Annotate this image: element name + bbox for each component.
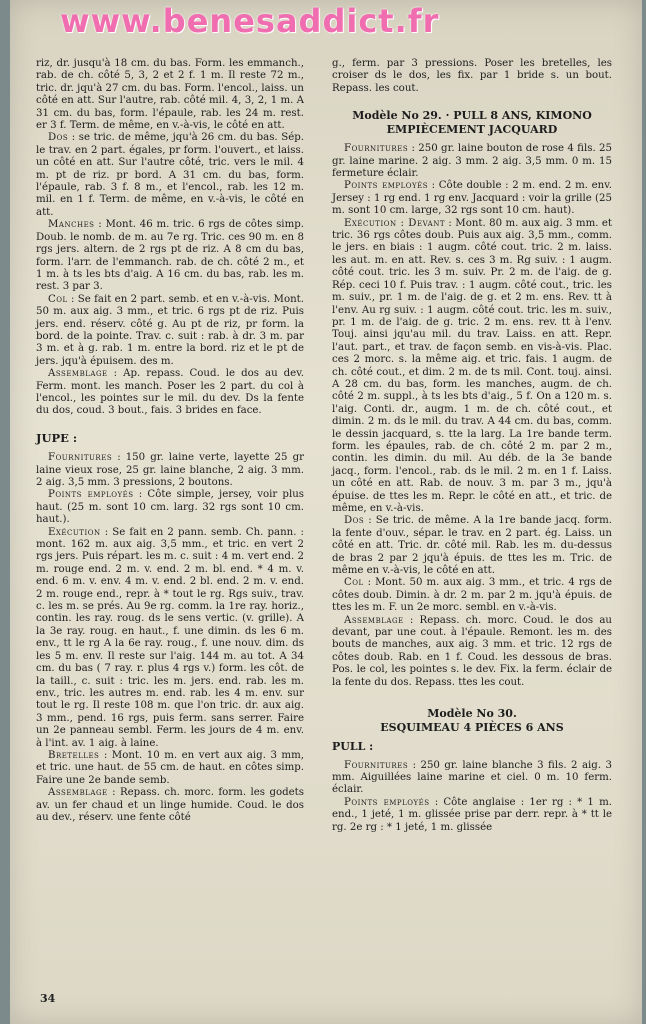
- m30-points: Points employés : Côte anglaise : 1er rg : * 1 m. end., 1 jeté, 1 m. glissée prise par derr. repr. à * tt le rg. 2e rg : * 1 jeté, 1 m. glissée: [332, 796, 613, 833]
- m29-assemblage: Assemblage : Repass. ch. morc. Coud. le dos au devant, par une cout. à l'épaule. Remont. les m. des bouts de manches, aux aig. 3 mm. et tric. 12 rgs de côtes doub. Rab. en 1 f. Coud. les dessous de bras. Pos. le col, les pointes s. le dev. Fix. la ferm. éclair de la fente du dos. Repass. ttes les cout.: [332, 614, 612, 688]
- model-29-line1: Modèle No 29. · PULL 8 ANS, KIMONO: [352, 109, 592, 123]
- jupe-execution: Exécution : Se fait en 2 pann. semb. Ch. pann. : mont. 162 m. aux aig. 3,5 mm., et tric. en vert 2 rgs jers. Puis répart. les m. c. suit : 4 m. vert end. 2 m. rouge end. 2 m. v. end. 2 m. bl. end. * 4 m. v. end. 6 m. v. env. 4 m. v. end. 2 bl. end. 2 m. v. end. 2 m. rouge end., repr. à * tout le rg. Rgs suiv., trav. c. les m. se prés. Au 9e rg. comm. la 1re ray. horiz., contin. les ray. roug. ds le sens vertic. (v. grille). A la 3e ray. roug. en haut., f. une dimin. ds les 6 m. env., tt le rg A la 6e ray. roug., f. une nouv. dim. ds les 5 m. env. Il reste sur l'aig. 144 m. au tot. A 34 cm. du bas ( 7 ray. r. plus 4 rgs v.) form. les côt. de la taill., c. suit : tric. les m. jers. end. rab. les m. env., tric. les autres m. end. rab. les 4 m. env. sur tout le rg. Il reste 108 m. que l'on tric. dr. aux aig. 3 mm., pend. 16 rgs, puis ferm. sans serrer. Faire un 2e panneau sembl. Ferm. les jours de 4 m. env. à l'int. av. 1 aig. à laine.: [36, 526, 304, 749]
- paragraph-top: riz, dr. jusqu'à 18 cm. du bas. Form. les emmanch., rab. de ch. côté 5, 3, 2 et 2 f. 1 m. Il reste 72 m., tric. dr. jqu'à 27 cm. du bas. Form. l'encol., laiss. un côté en att. Sur l'autre, rab. côté mil. 4, 3, 2, 1 m. A 31 cm. du bas, form. l'épaule, rab. les 24 m. rest. er 3 f. Term. de même, en v.-à-vis, le côté en att.: [36, 58, 304, 132]
- paragraph-assemblage: Assemblage : Ap. repass. Coud. le dos au dev. Ferm. mont. les manch. Poser les 2 part. du col à l'encol., les pointes sur le mil. du dev. Ds la fente du dos, coud. 3 bout., fais. 3 brides en face.: [36, 368, 304, 417]
- paragraph-dos: Dos : se tric. de même, jqu'à 26 cm. du bas. Sép. le trav. en 2 part. égales, pr form. l'ouvert., et laiss. un côté en att. Sur l'autre côté, tric. vers le mil. 4 m. pt de riz. pr bord. A 31 cm. du bas, form. l'épaule, rab. 3 f. 8 m., et l'encol., rab. les 12 m. mil. en 1 f. Term. de même, en v.-à-vis, le côté en att.: [36, 132, 304, 218]
- paragraph-manches: Manches : Mont. 46 m. tric. 6 rgs de côtes simp. Doub. le nomb. de m. au 7e rg. Tric. ces 90 m. en 8 rgs jers. altern. de 2 rgs pt de riz. A 8 cm du bas, form. l'arr. de l'emmanch. rab. de ch. côté 2 m., et 1 m. à ts les bts d'aig. A 16 cm. du bas, rab. les m. rest. 3 par 3.: [36, 219, 304, 293]
- jupe-points: Points employés : Côte simple, jersey, voir plus haut. (25 m. sont 10 cm. larg. 32 rgs sont 10 cm. haut.).: [36, 489, 304, 526]
- watermark-text: www.benesaddict.fr: [60, 2, 440, 40]
- magazine-page: [10, 0, 642, 1024]
- model-30-title: [332, 707, 612, 735]
- pull-heading: PULL :: [332, 740, 374, 754]
- jupe-fournitures: Fournitures : 150 gr. laine verte, layette 25 gr laine vieux rose, 25 gr. laine blanche, 2 aig. 3 mm. 2 aig. 3,5 mm. 3 pressions, 2 boutons.: [36, 452, 304, 488]
- right-column: [332, 58, 612, 834]
- left-column: [36, 58, 304, 824]
- model-29-title: [332, 109, 612, 137]
- model-30-line2: ESQUIMEAU 4 PIÈCES 6 ANS: [380, 721, 564, 735]
- page-number: 34: [40, 992, 56, 1005]
- jupe-heading: JUPE :: [36, 430, 78, 445]
- m29-points: Points employés : Côte double : 2 m. end. 2 m. env. Jersey : 1 rg end. 1 rg env. Jacquard : voir la grille (25 m. sont 10 cm. large, 32 rgs sont 10 cm. haut).: [332, 180, 612, 217]
- m29-col: Col : Mont. 50 m. aux aig. 3 mm., et tric. 4 rgs de côtes doub. Dimin. à dr. 2 m. par 2 m. jqu'à épuis. de ttes les m. F. un 2e morc. sembl. en v.-à-vis.: [332, 577, 612, 614]
- m29-fournitures: Fournitures : 250 gr. laine bouton de rose 4 fils. 25 gr. laine marine. 2 aig. 3 mm. 2 aig. 3,5 mm. 0 m. 15 fermeture éclair.: [332, 143, 612, 180]
- jupe-bretelles: Bretelles : Mont. 10 m. en vert aux aig. 3 mm, et tric. une haut. de 55 cm. de haut. en côtes simp. Faire une 2e bande semb.: [36, 749, 304, 786]
- m30-fournitures: Fournitures : 250 gr. laine blanche 3 fils. 2 aig. 3 mm. Aiguillées laine marine et ciel. 0 m. 10 ferm. éclair.: [332, 759, 612, 796]
- m29-execution: Exécution : Devant : Mont. 80 m. aux aig. 3 mm. et tric. 36 rgs côtes doub. Puis aux aig. 3,5 mm., comm. le jers. en biais : 1 augm. côté cout. tric. 2 m. laiss. les aut. m. en att. Rev. s. ces 3 m. Rg suiv. : 1 augm. côté cout. tric. les 3 m. suiv. Pr. 2 m. de l'aig. de g. Rép. ceci 10 f. Puis trav. : 1 augm. côté cout., tric. les m. suiv., pr. 1 m. de l'aig. de g. et 2 m. ens. Rev. tt à l'env. Au rg suiv. : 1 augm. côté cout. tric. les m. suiv., pr. 1 m. de l'aig. de g. tric. 2 m. ens. rev. tt à l'env. Touj. ainsi jqu'au mil. du trav. Laiss. en att. Repr. l'aut. part., et trav. de façon semb. en vis-à-vis. Plac. ces 2 morc. s. la même aig. et tric. fais. 1 augm. de ch. côté cout., et dim. 2 m. de ts mil. Cont. touj. ainsi. A 28 cm. du bas, form. les manches, augm. de ch. côté 2 m. suppl., à ts les bts d'aig., 5 f. On a 120 m. s. l'aig. Conti. dr., augm. 1 m. de ch. côté cout., et dimin. 2 m. ds le mil. du trav. A 44 cm. du bas, comm. le dessin jacquard, s. tte la larg. La 1re bande term. form. les épaules, rab. de ch. côté 2 m. par 2 m., contin. les dimin. du mil. Au déb. de la 3e bande jacq., form. l'encol., rab. ds le mil. 2 m. en 1 f. Laiss. un côté en att. Rab. de nouv. 3 m. par 3 m., jqu'à épuise. de ttes les m. Repr. le côté en att., et tric. de même, en v.-à-vis.: [332, 217, 612, 514]
- m29-dos: Dos : Se tric. de même. A la 1re bande jacq. form. la fente d'ouv., sépar. le trav. en 2 part. ég. Laiss. un côté en att. Tric. dr. côté mil. Rab. les m. du-dessus de bras 2 par 2 jqu'à épuis. de ttes les m. Tric. de même en v.-à-vis, le côté en att.: [332, 515, 612, 577]
- jupe-assemblage: Assemblage : Repass. ch. morc. form. les godets av. un fer chaud et un linge humide. Coud. le dos au dev., réserv. une fente côté: [36, 787, 304, 823]
- paragraph-col: Col : Se fait en 2 part. semb. et en v.-à-vis. Mont. 50 m. aux aig. 3 mm., et tric. 6 rgs pt de riz. Puis jers. end. réserv. côté g. Au pt de riz, pr form. la bord. de la pointe. Trav. c. suit : rab. à dr. 3 m. par 3 m. et à g. rab. 1 m. entre la bord. riz et le pt de jers. jqu'à épuisem. des m.: [36, 293, 304, 367]
- model-29-line2: EMPIÈCEMENT JACQUARD: [386, 123, 558, 137]
- model-30-line1: Modèle No 30.: [427, 707, 517, 721]
- paragraph-continuation: g., ferm. par 3 pressions. Poser les bretelles, les croiser ds le dos, les fix. par 1 bride s. un bout. Repass. les cout.: [332, 58, 612, 94]
